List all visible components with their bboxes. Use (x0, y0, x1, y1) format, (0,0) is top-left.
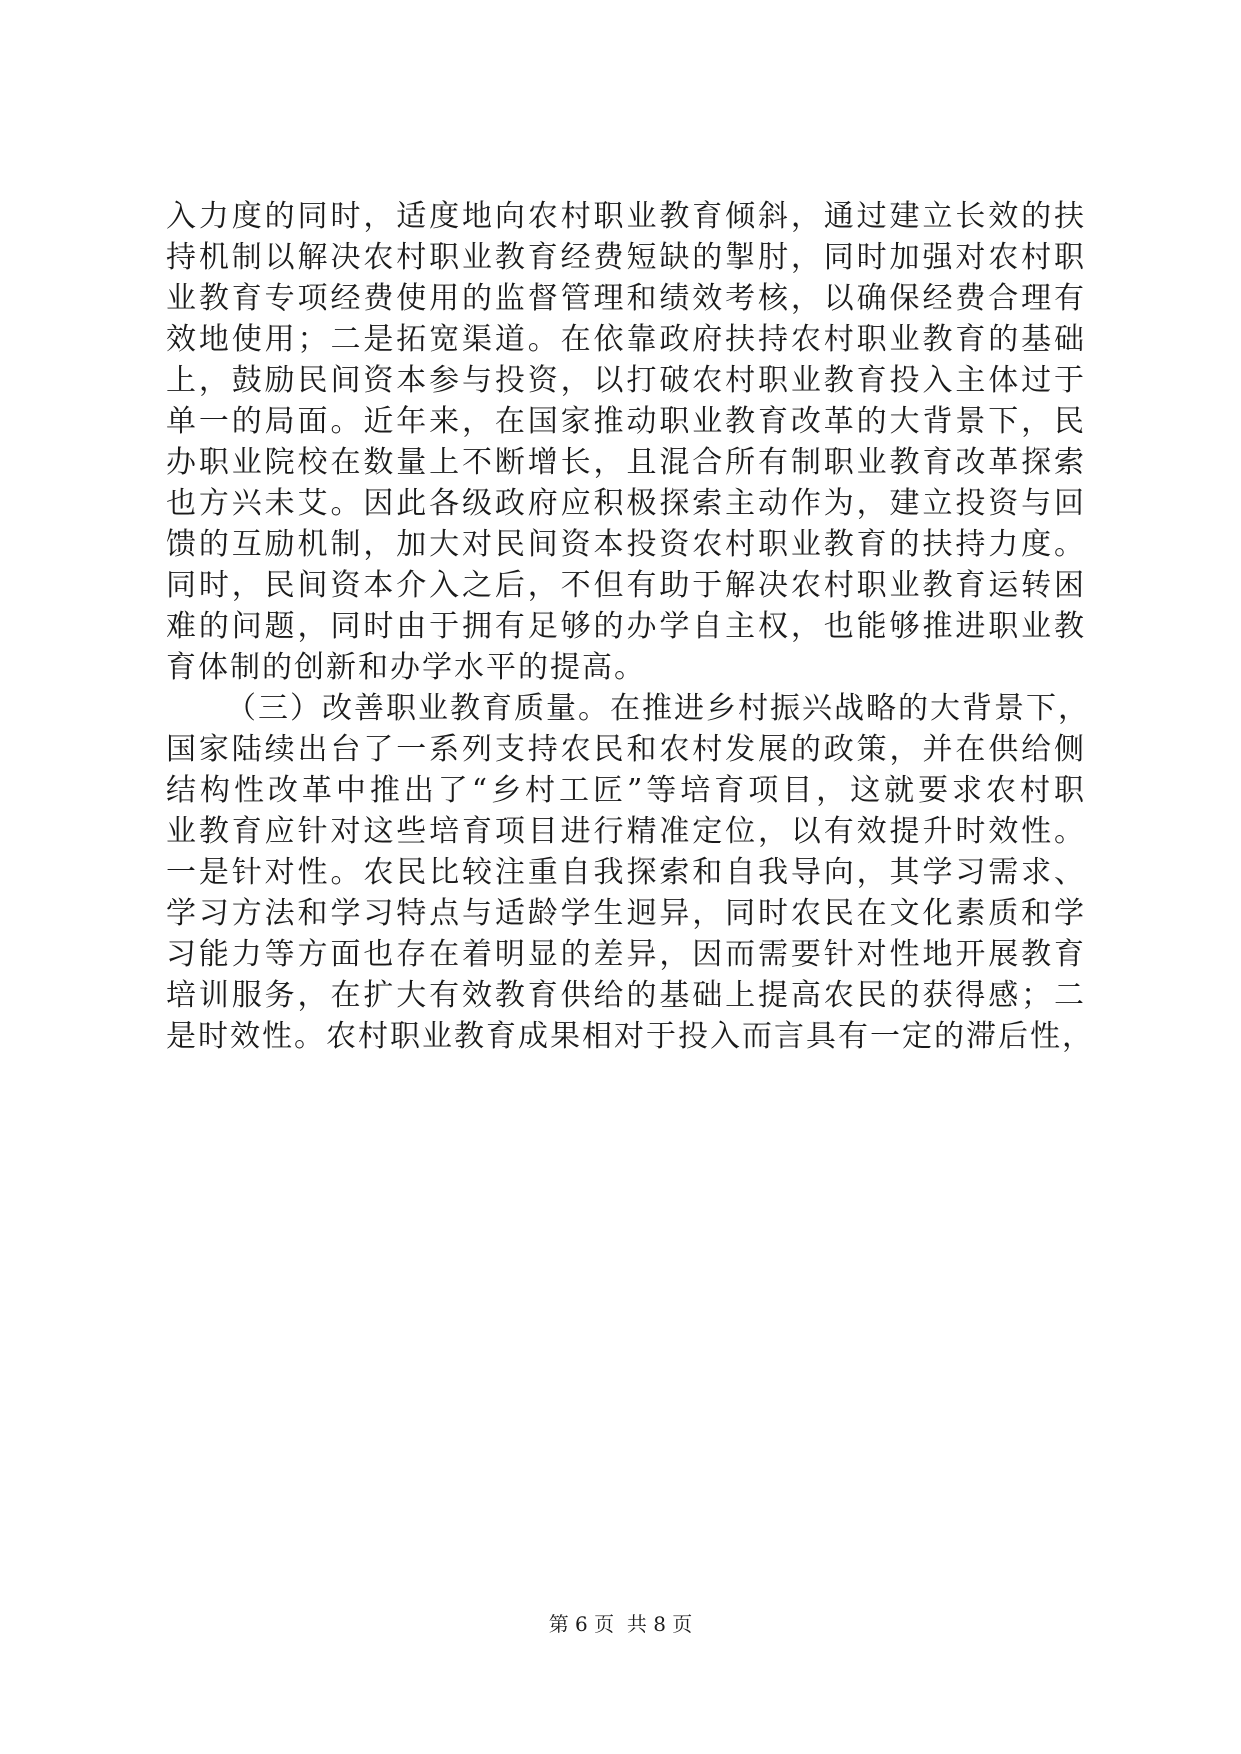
page-footer (0, 1612, 1241, 1636)
text-line: 业教育专项经费使用的监督管理和绩效考核，以确保经费合理有 (166, 281, 1086, 316)
text-line: 单一的局面。近年来，在国家推动职业教育改革的大背景下，民 (166, 404, 1086, 439)
text-line: 学习方法和学习特点与适龄学生迥异，同时农民在文化素质和学 (166, 896, 1086, 931)
text-line: 习能力等方面也存在着明显的差异，因而需要针对性地开展教育 (166, 937, 1086, 972)
text-line: 一是针对性。农民比较注重自我探索和自我导向，其学习需求、 (166, 855, 1086, 890)
text-line: 馈的互励机制，加大对民间资本投资农村职业教育的扶持力度。 (166, 527, 1086, 562)
text-line: 培训服务，在扩大有效教育供给的基础上提高农民的获得感；二 (166, 978, 1086, 1013)
text-line: 是时效性。农村职业教育成果相对于投入而言具有一定的滞后性， (166, 1019, 1094, 1054)
page-number-label: 第 6 页 共 8 页 (548, 1612, 693, 1636)
text-line: 同时，民间资本介入之后，不但有助于解决农村职业教育运转困 (166, 568, 1086, 603)
text-line: 业教育应针对这些培育项目进行精准定位，以有效提升时效性。 (166, 814, 1086, 849)
text-line: 难的问题，同时由于拥有足够的办学自主权，也能够推进职业教 (166, 609, 1086, 644)
section-heading-line: （三）改善职业教育质量。在推进乡村振兴战略的大背景下， (226, 691, 1090, 726)
text-line: 上，鼓励民间资本参与投资，以打破农村职业教育投入主体过于 (166, 363, 1086, 398)
text-line: 效地使用；二是拓宽渠道。在依靠政府扶持农村职业教育的基础 (166, 322, 1086, 357)
document-body (166, 196, 1094, 1057)
text-line: 办职业院校在数量上不断增长，且混合所有制职业教育改革探索 (166, 445, 1086, 480)
text-line: 育体制的创新和办学水平的提高。 (166, 650, 646, 685)
text-line: 结构性改革中推出了“乡村工匠”等培育项目，这就要求农村职 (166, 773, 1086, 808)
text-line: 持机制以解决农村职业教育经费短缺的掣肘，同时加强对农村职 (166, 240, 1086, 275)
text-line: 也方兴未艾。因此各级政府应积极探索主动作为，建立投资与回 (166, 486, 1086, 521)
text-line: 国家陆续出台了一系列支持农民和农村发展的政策，并在供给侧 (166, 732, 1086, 767)
text-line: 入力度的同时，适度地向农村职业教育倾斜，通过建立长效的扶 (166, 199, 1086, 234)
